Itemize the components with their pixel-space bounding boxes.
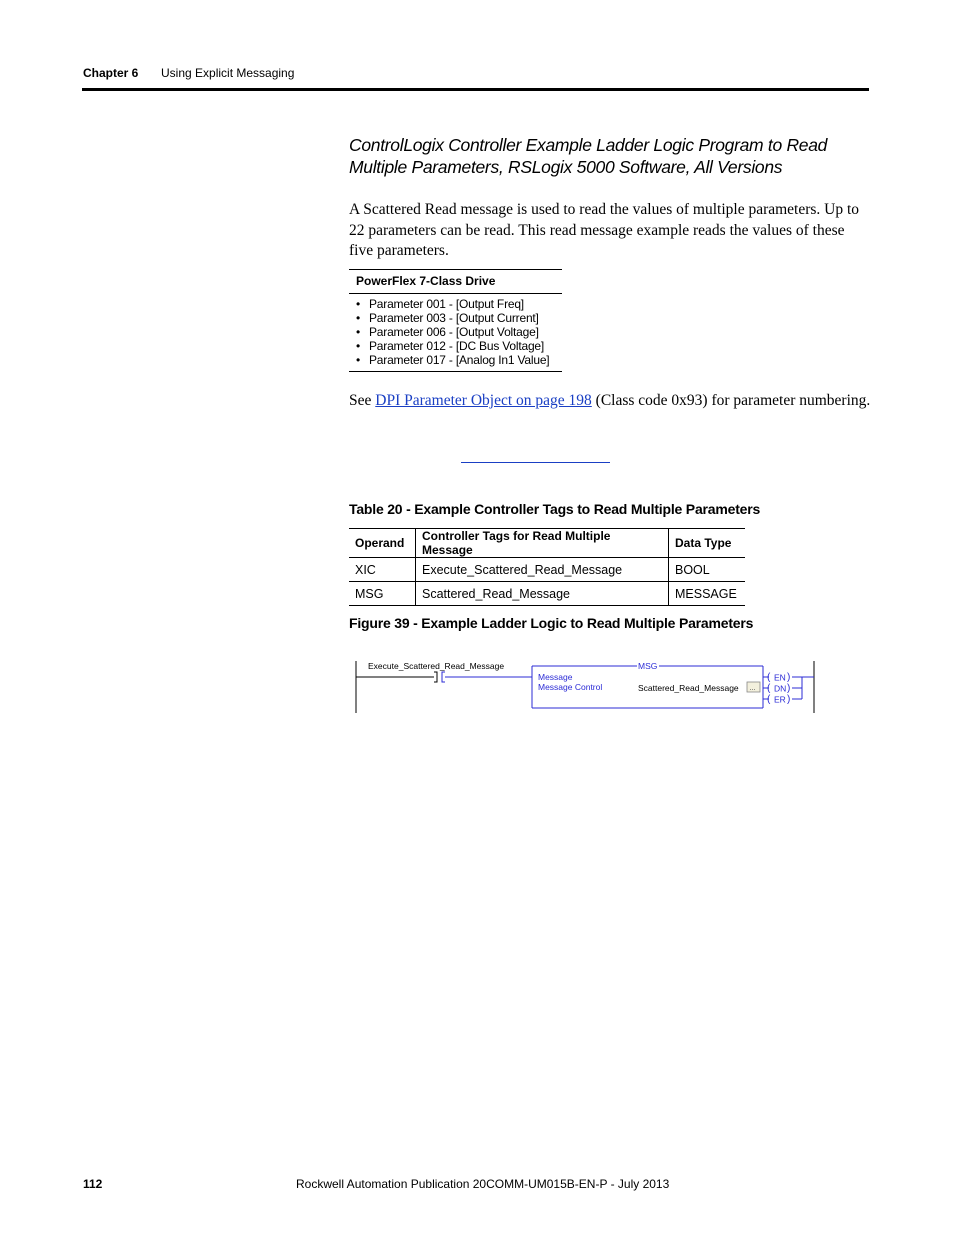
divider (461, 462, 610, 463)
table-cell: MESSAGE (669, 582, 746, 606)
output-dn (763, 683, 802, 694)
table-cell: Scattered_Read_Message (416, 582, 669, 606)
svg-text:): ) (787, 672, 791, 683)
chapter-label: Chapter 6 (83, 66, 139, 80)
svg-text:(: ( (767, 694, 771, 705)
list-item: • Parameter 001 - [Output Freq] (369, 297, 562, 311)
table-cell: MSG (349, 582, 416, 606)
contact-tag-label: Execute_Scattered_Read_Message (368, 661, 505, 671)
see-paragraph (349, 391, 871, 412)
msg-label-message: Message (538, 672, 573, 682)
parameter-list (349, 294, 562, 372)
list-item: • Parameter 017 - [Analog In1 Value] (369, 353, 562, 367)
table-row (349, 582, 745, 606)
see-text-before: See (349, 392, 376, 409)
parameter-table (349, 269, 562, 372)
svg-text:(: ( (767, 683, 771, 694)
intro-paragraph: A Scattered Read message is used to read the values of multiple parameters. Up to 22 parameters can be read. This read message example reads the values of these five parameters. (349, 201, 860, 259)
table-cell: BOOL (669, 558, 746, 582)
header-rule (82, 88, 869, 91)
msg-block-type: MSG (638, 661, 658, 671)
msg-label-message-control: Message Control (538, 682, 603, 692)
see-text-after: (Class code 0x93) for parameter numbering. (591, 392, 871, 409)
column-header-operand: Operand (349, 529, 416, 558)
output-er-label: ER (774, 694, 786, 705)
msg-control-tag: Scattered_Read_Message (638, 683, 739, 693)
svg-text:(: ( (767, 672, 771, 683)
table-cell: Execute_Scattered_Read_Message (416, 558, 669, 582)
chapter-title: Using Explicit Messaging (161, 66, 295, 80)
svg-text:): ) (787, 694, 791, 705)
output-dn-label: DN (774, 683, 787, 694)
output-er (763, 694, 802, 705)
svg-text:): ) (787, 683, 791, 694)
table-header-row (349, 529, 745, 558)
list-item: • Parameter 003 - [Output Current] (369, 311, 562, 325)
output-en-label: EN (774, 672, 786, 683)
browse-button[interactable] (747, 682, 760, 692)
dpi-parameter-object-link[interactable]: DPI Parameter Object on page 198 (375, 392, 592, 409)
parameter-table-header: PowerFlex 7-Class Drive (349, 270, 562, 294)
output-en (763, 672, 814, 683)
ladder-logic-diagram (340, 655, 830, 720)
section-heading: ControlLogix Controller Example Ladder Logic Program to Read Multiple Parameters, RSLogix 5000 Software, All Versions (349, 135, 828, 177)
column-header-data-type: Data Type (669, 529, 746, 558)
svg-text:...: ... (749, 685, 756, 692)
table-caption: Table 20 - Example Controller Tags to Read Multiple Parameters (349, 501, 761, 517)
table-row (349, 558, 745, 582)
figure-caption: Figure 39 - Example Ladder Logic to Read Multiple Parameters (349, 615, 754, 631)
list-item: • Parameter 012 - [DC Bus Voltage] (369, 339, 562, 353)
publication-info: Rockwell Automation Publication 20COMM-UM015B-EN-P - July 2013 (296, 1177, 670, 1191)
table-cell: XIC (349, 558, 416, 582)
list-item: • Parameter 006 - [Output Voltage] (369, 325, 562, 339)
controller-tags-table (349, 528, 745, 606)
xic-contact-left (434, 672, 437, 682)
column-header-tags: Controller Tags for Read Multiple Message (416, 529, 669, 558)
xic-contact-right (442, 672, 445, 682)
page-number: 112 (83, 1177, 103, 1191)
